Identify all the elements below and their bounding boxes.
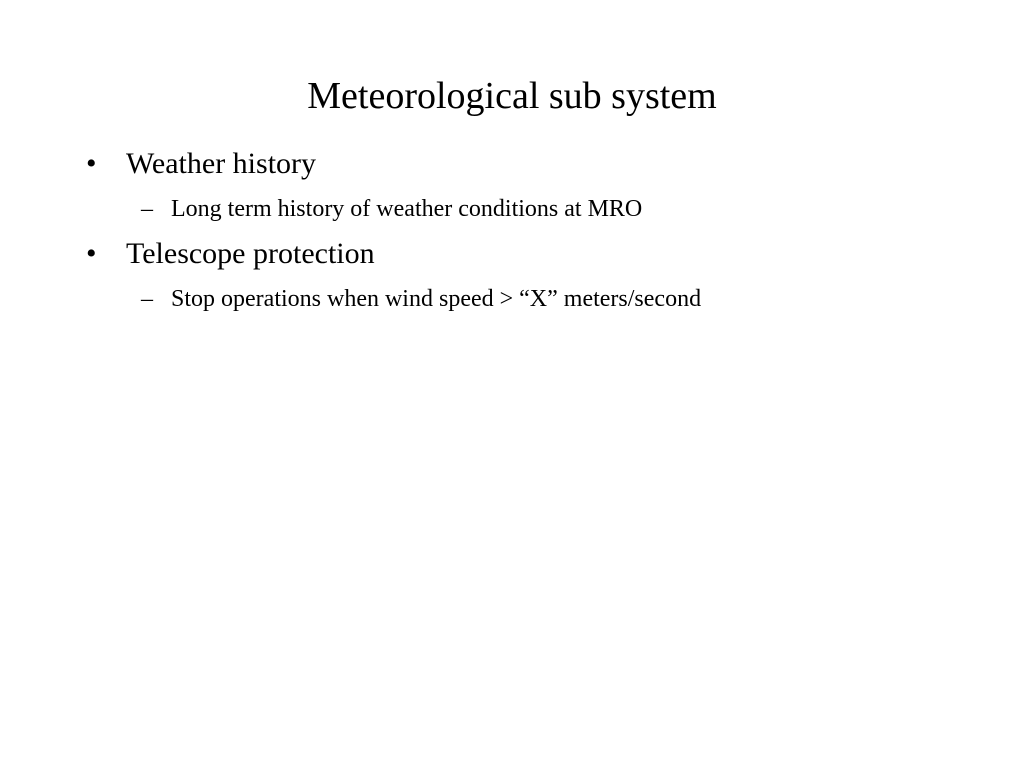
bullet-marker: • — [86, 147, 97, 180]
slide-title: Meteorological sub system — [307, 75, 717, 117]
sub-bullet-marker: – — [141, 286, 153, 312]
sub-bullet-marker: – — [141, 196, 153, 222]
sub-bullet-weather-conditions: Long term history of weather conditions at MRO — [171, 196, 643, 222]
sub-bullet-stop-operations: Stop operations when wind speed > “X” meters/second — [171, 286, 702, 312]
bullet-weather-history: Weather history — [126, 147, 317, 180]
bullet-telescope-protection: Telescope protection — [126, 237, 375, 270]
bullet-marker: • — [86, 237, 97, 270]
